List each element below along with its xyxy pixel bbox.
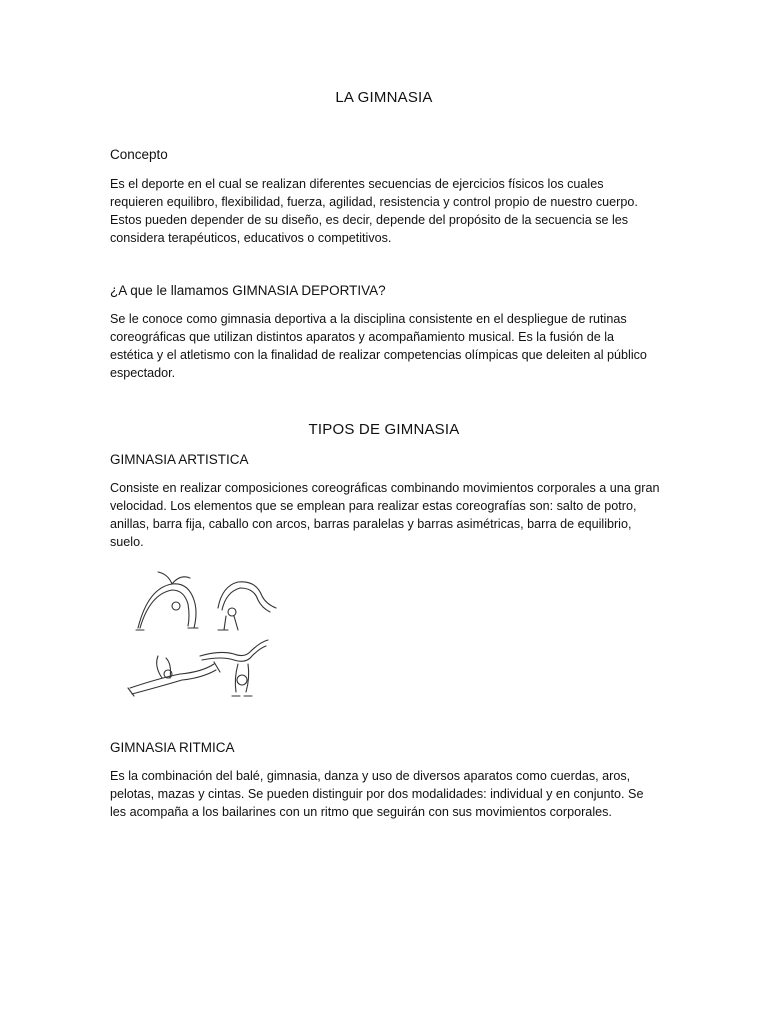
page-title: LA GIMNASIA [335, 89, 433, 106]
gymnasts-illustration [110, 560, 288, 726]
artistic-paragraph: Consiste en realizar composiciones coreográficas combinando movimientos corporales a una gran velocidad. Los elementos que se emplean para realizar estas coreografías son: salto de potro, anillas, barra fija, caballo con arcos, barras paralelas y barras asimétricas, barra de equilibrio, suelo. [110, 481, 660, 549]
concept-heading: Concepto [110, 147, 168, 162]
question-heading: ¿A que le llamamos GIMNASIA DEPORTIVA? [110, 283, 386, 298]
gymnasts-sketch-image [110, 560, 288, 726]
concept-paragraph: Es el deporte en el cual se realizan diferentes secuencias de ejercicios físicos los cuales requieren equilibro, flexibilidad, fuerza, agilidad, resistencia y control propio de nuestro cuerpo. Estos pueden depender de su diseño, es decir, depende del propósito de la secuencia se les considera terapéuticos, educativos o competitivos. [110, 177, 638, 245]
rhythmic-paragraph: Es la combinación del balé, gimnasia, danza y uso de diversos aparatos como cuerdas, aros, pelotas, mazas y cintas. Se pueden distinguir por dos modalidades: individual y en conjunto. Se les acompaña a los bailarines con un ritmo que seguirán con sus movimientos corporales. [110, 769, 644, 819]
rhythmic-heading: GIMNASIA RITMICA [110, 740, 235, 755]
artistic-heading: GIMNASIA ARTISTICA [110, 452, 249, 467]
question-paragraph: Se le conoce como gimnasia deportiva a la disciplina consistente en el despliegue de rutinas coreográficas que utilizan distintos aparatos y acompañamiento musical. Es la fusión de la estética y el atletismo con la finalidad de realizar competencias olímpicas que deleiten al público espectador. [110, 312, 647, 380]
types-title: TIPOS DE GIMNASIA [308, 421, 460, 438]
